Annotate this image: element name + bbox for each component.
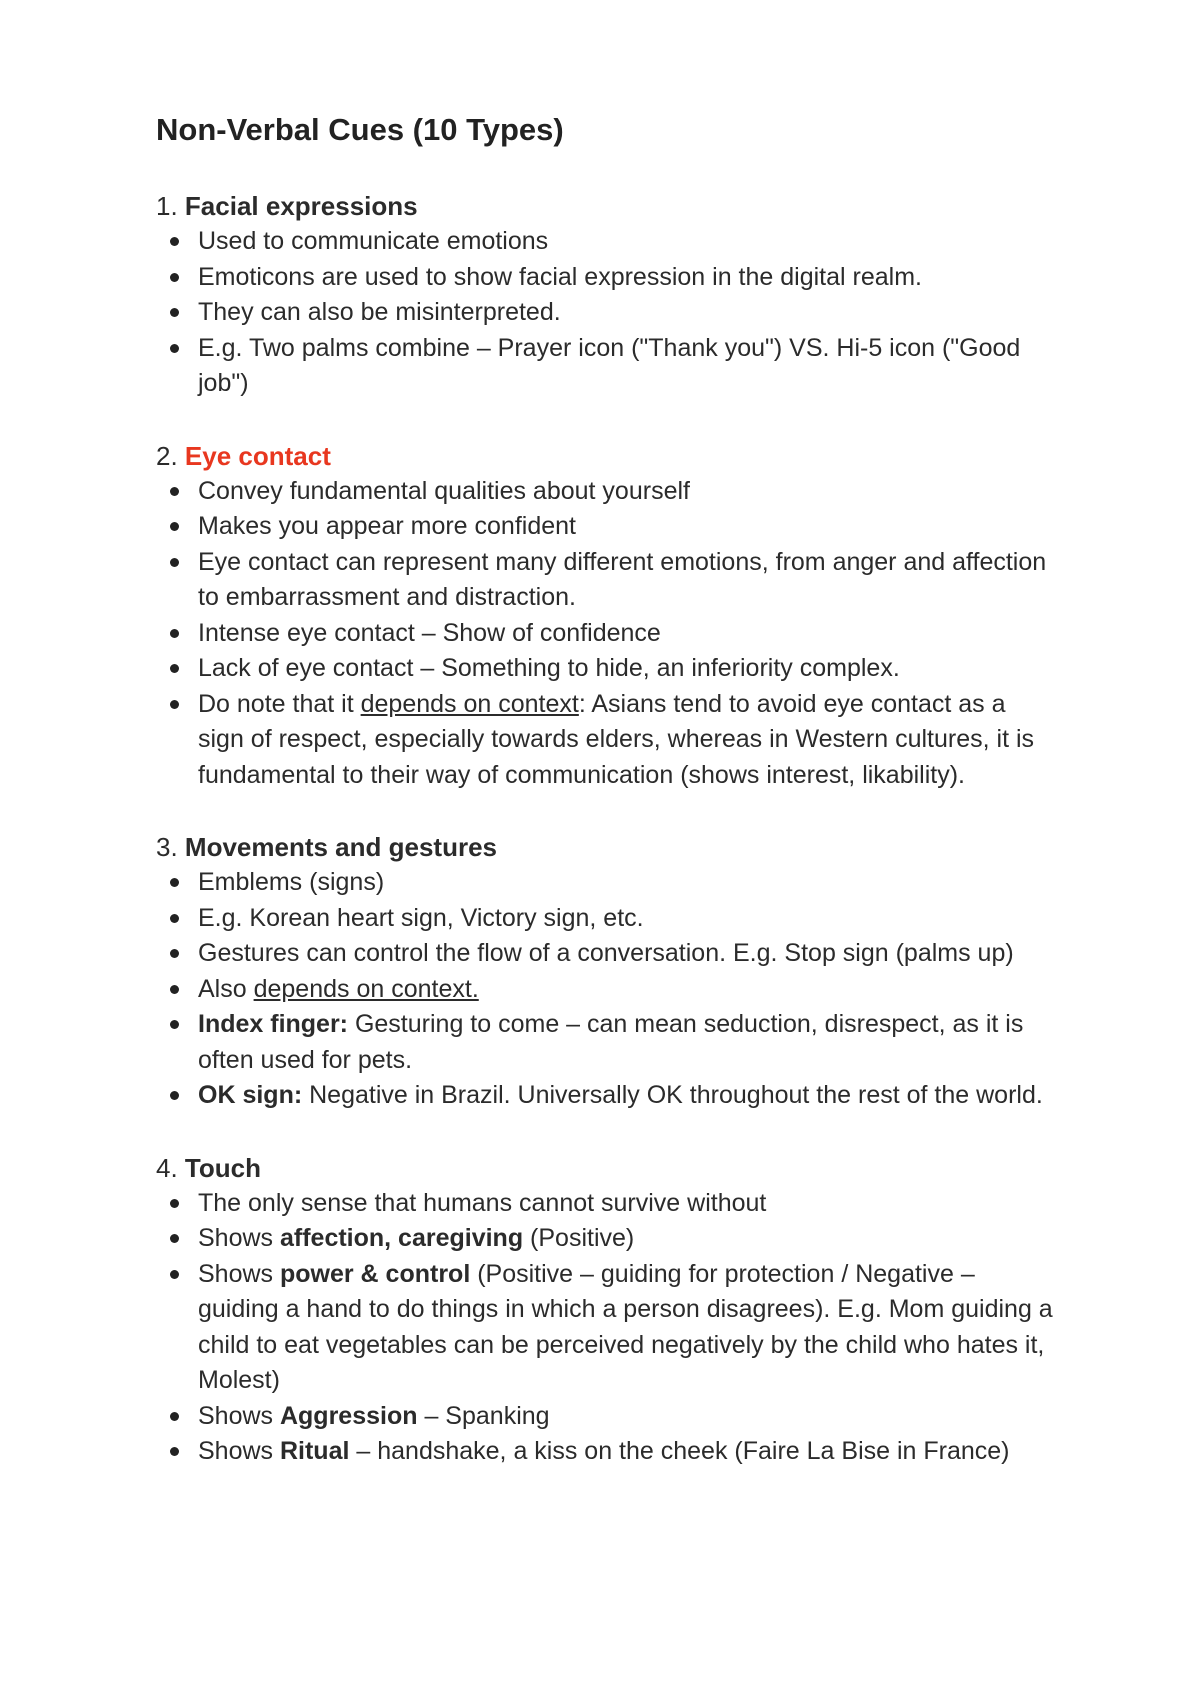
bold-term: affection, caregiving [279, 1224, 524, 1252]
list-item: Index finger: Gesturing to come – can mean seduction, disrespect, as it is often used for pets. [156, 1007, 1056, 1078]
list-item: Shows power & control (Positive – guiding for protection / Negative – guiding a hand to do things in which a person disagrees). E.g. Mom guiding a child to eat vegetables can be perceived negatively by the child who hates it, Molest) [156, 1257, 1056, 1399]
section-eye-contact [156, 438, 1056, 794]
list-item: The only sense that humans cannot survive without [156, 1186, 1056, 1222]
list-item: Shows Aggression – Spanking [156, 1399, 1056, 1435]
section-movements-gestures [156, 829, 1056, 1114]
list-item: Used to communicate emotions [156, 224, 1056, 260]
bullet-list [156, 474, 1056, 794]
underlined-text: depends on context [360, 689, 579, 718]
list-item: Lack of eye contact – Something to hide, an inferiority complex. [156, 651, 1056, 687]
list-item: Gestures can control the flow of a conversation. E.g. Stop sign (palms up) [156, 936, 1056, 972]
page-title: Non-Verbal Cues (10 Types) [156, 112, 564, 147]
section-touch [156, 1150, 1056, 1470]
list-item: Shows Ritual – handshake, a kiss on the cheek (Faire La Bise in France) [156, 1434, 1056, 1470]
section-heading [156, 188, 1056, 224]
list-item: Makes you appear more confident [156, 509, 1056, 545]
section-number: 1. [156, 191, 178, 221]
bold-term: Index finger: [198, 1010, 349, 1038]
section-number: 2. [156, 440, 178, 471]
list-item: They can also be misinterpreted. [156, 295, 1056, 331]
section-title: Facial expressions [184, 191, 418, 221]
bold-term: Ritual [279, 1437, 350, 1465]
section-title: Eye contact [184, 440, 331, 471]
list-item: Shows affection, caregiving (Positive) [156, 1221, 1056, 1257]
section-title: Touch [184, 1152, 261, 1183]
list-item: Eye contact can represent many different emotions, from anger and affection to embarrassment and distraction. [156, 545, 1056, 616]
list-item: Emblems (signs) [156, 865, 1056, 901]
list-item: OK sign: Negative in Brazil. Universally OK throughout the rest of the world. [156, 1078, 1056, 1114]
section-facial-expressions [156, 188, 1056, 402]
underlined-text: depends on context. [253, 974, 479, 1003]
list-item: E.g. Korean heart sign, Victory sign, etc. [156, 901, 1056, 937]
section-heading [156, 829, 1056, 865]
bullet-list [156, 224, 1056, 402]
list-item: E.g. Two palms combine – Prayer icon ("Thank you") VS. Hi-5 icon ("Good job") [156, 331, 1056, 402]
section-number: 3. [156, 832, 178, 862]
bold-term: power & control [279, 1259, 471, 1288]
bold-term: Aggression [279, 1401, 418, 1430]
section-heading [156, 1150, 1056, 1186]
bold-term: OK sign: [198, 1081, 303, 1109]
section-heading [156, 438, 1056, 474]
section-number: 4. [156, 1152, 178, 1183]
bullet-list [156, 1186, 1056, 1470]
list-item: Convey fundamental qualities about yourself [156, 474, 1056, 510]
section-title: Movements and gestures [184, 832, 498, 862]
list-item: Intense eye contact – Show of confidence [156, 616, 1056, 652]
list-item: Do note that it depends on context: Asians tend to avoid eye contact as a sign of respect, especially towards elders, whereas in Western cultures, it is fundamental to their way of communication (shows interest, likability). [156, 687, 1056, 794]
bullet-list [156, 865, 1056, 1114]
list-item: Also depends on context. [156, 972, 1056, 1008]
list-item: Emoticons are used to show facial expression in the digital realm. [156, 260, 1056, 296]
document-content [156, 108, 1056, 1506]
